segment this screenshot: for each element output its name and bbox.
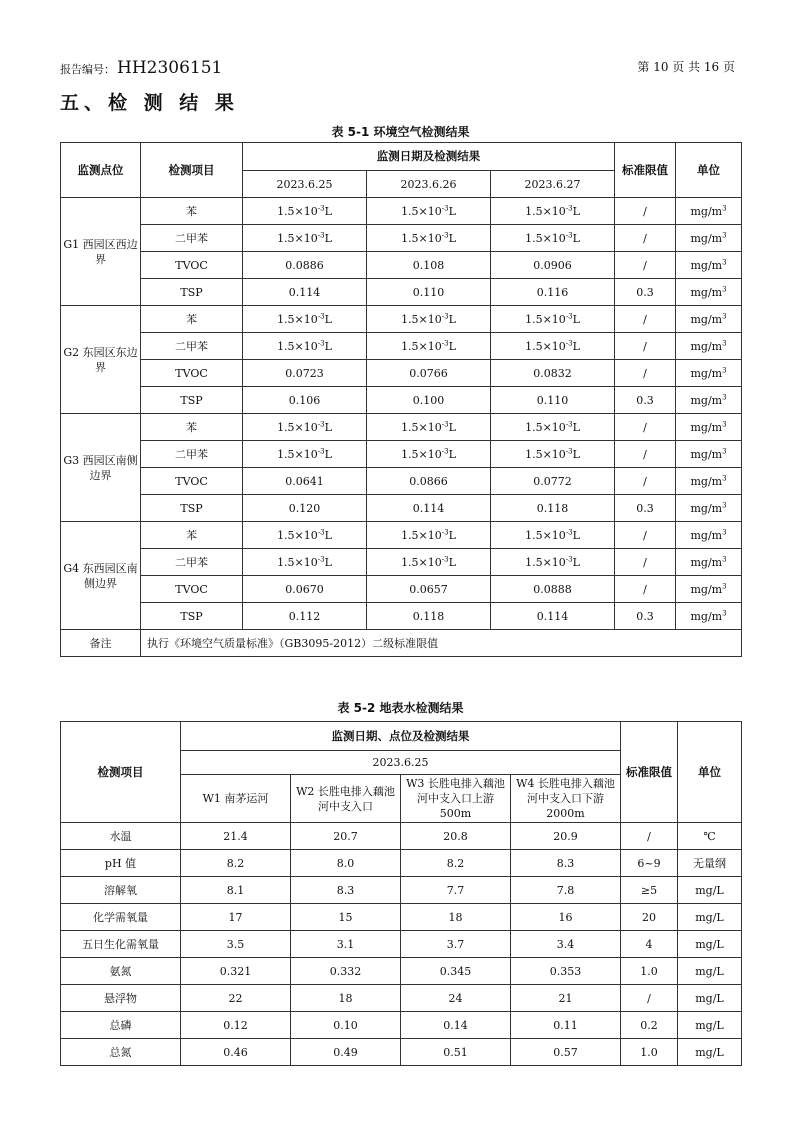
header-standard-limit: 标准限值: [615, 143, 676, 198]
standard-limit: /: [615, 522, 676, 549]
result-cell: 0.321: [181, 958, 291, 985]
result-cell: $1.5\times 10^{-3}L$: [367, 414, 491, 441]
result-cell: 8.2: [401, 850, 511, 877]
header-unit: 单位: [678, 722, 742, 823]
result-cell: 0.0906: [491, 252, 615, 279]
result-cell: 0.0670: [243, 576, 367, 603]
standard-limit: /: [615, 225, 676, 252]
unit: mg/L: [678, 931, 742, 958]
result-cell: 0.0766: [367, 360, 491, 387]
standard-limit: 1.0: [621, 1039, 678, 1066]
result-cell: 0.57: [511, 1039, 621, 1066]
table-row: [61, 877, 742, 904]
surface-water-rows: [61, 823, 742, 1066]
table-row: [61, 1012, 742, 1039]
note-label: 备注: [61, 630, 141, 657]
test-item: 化学需氧量: [61, 904, 181, 931]
test-item: 苯: [141, 522, 243, 549]
result-cell: 15: [291, 904, 401, 931]
result-cell: 0.110: [491, 387, 615, 414]
header-date: 2023.6.25: [243, 171, 367, 198]
result-cell: 21: [511, 985, 621, 1012]
result-cell: 0.110: [367, 279, 491, 306]
page-indicator: 第 10 页 共 16 页: [637, 60, 735, 74]
test-item: 总磷: [61, 1012, 181, 1039]
result-cell: 22: [181, 985, 291, 1012]
result-cell: 3.1: [291, 931, 401, 958]
result-cell: 0.0657: [367, 576, 491, 603]
unit: $mg/m^3$: [676, 576, 742, 603]
result-cell: 8.3: [511, 850, 621, 877]
result-cell: 0.10: [291, 1012, 401, 1039]
result-cell: $1.5\times 10^{-3}L$: [243, 522, 367, 549]
unit: $mg/m^3$: [676, 549, 742, 576]
table-row: [61, 958, 742, 985]
standard-limit: 6~9: [621, 850, 678, 877]
unit: $mg/m^3$: [676, 225, 742, 252]
unit: 无量纲: [678, 850, 742, 877]
result-cell: $1.5\times 10^{-3}L$: [367, 306, 491, 333]
test-item: 苯: [141, 414, 243, 441]
unit: mg/L: [678, 958, 742, 985]
result-cell: 7.8: [511, 877, 621, 904]
unit: $mg/m^3$: [676, 468, 742, 495]
result-cell: 0.114: [367, 495, 491, 522]
result-cell: $1.5\times 10^{-3}L$: [243, 414, 367, 441]
table-row: [61, 387, 742, 414]
table-row: [61, 522, 742, 549]
header-test-item: 检测项目: [61, 722, 181, 823]
section-title: 五、检 测 结 果: [60, 92, 239, 114]
result-cell: 0.116: [491, 279, 615, 306]
result-cell: $1.5\times 10^{-3}L$: [491, 549, 615, 576]
result-cell: $1.5\times 10^{-3}L$: [491, 522, 615, 549]
result-cell: 0.46: [181, 1039, 291, 1066]
unit: $mg/m^3$: [676, 252, 742, 279]
header-monitoring-point: 监测点位: [61, 143, 141, 198]
result-cell: $1.5\times 10^{-3}L$: [367, 225, 491, 252]
result-cell: 8.0: [291, 850, 401, 877]
result-cell: 0.112: [243, 603, 367, 630]
test-item: TSP: [141, 387, 243, 414]
header-point: W2 长胜电排入藕池河中支入口: [291, 775, 401, 823]
result-cell: 0.108: [367, 252, 491, 279]
header-date: 2023.6.26: [367, 171, 491, 198]
note-text: 执行《环境空气质量标准》（GB3095-2012）二级标准限值: [141, 630, 742, 657]
result-cell: 18: [291, 985, 401, 1012]
result-cell: 21.4: [181, 823, 291, 850]
header-standard-limit: 标准限值: [621, 722, 678, 823]
result-cell: $1.5\times 10^{-3}L$: [367, 549, 491, 576]
test-item: 氨氮: [61, 958, 181, 985]
unit: $mg/m^3$: [676, 387, 742, 414]
result-cell: $1.5\times 10^{-3}L$: [491, 225, 615, 252]
standard-limit: /: [621, 823, 678, 850]
test-item: 悬浮物: [61, 985, 181, 1012]
test-item: 总氮: [61, 1039, 181, 1066]
result-cell: $1.5\times 10^{-3}L$: [367, 522, 491, 549]
unit: ℃: [678, 823, 742, 850]
result-cell: 0.51: [401, 1039, 511, 1066]
unit: $mg/m^3$: [676, 360, 742, 387]
header-point: W1 南茅运河: [181, 775, 291, 823]
table-row: [61, 198, 742, 225]
monitoring-point: G4 东西园区南侧边界: [61, 522, 141, 630]
header-date: 2023.6.25: [181, 751, 621, 775]
header-unit: 单位: [676, 143, 742, 198]
standard-limit: /: [621, 985, 678, 1012]
result-cell: 0.49: [291, 1039, 401, 1066]
table-row: [61, 495, 742, 522]
standard-limit: 0.3: [615, 603, 676, 630]
standard-limit: 0.3: [615, 387, 676, 414]
result-cell: $1.5\times 10^{-3}L$: [491, 441, 615, 468]
result-cell: 0.0866: [367, 468, 491, 495]
surface-water-table: [60, 721, 742, 1066]
result-cell: $1.5\times 10^{-3}L$: [367, 333, 491, 360]
standard-limit: 0.2: [621, 1012, 678, 1039]
result-cell: 0.0832: [491, 360, 615, 387]
standard-limit: /: [615, 360, 676, 387]
table-row: [61, 468, 742, 495]
unit: $mg/m^3$: [676, 279, 742, 306]
unit: mg/L: [678, 1039, 742, 1066]
result-cell: 0.0723: [243, 360, 367, 387]
standard-limit: /: [615, 306, 676, 333]
result-cell: 0.114: [491, 603, 615, 630]
table-row: [61, 333, 742, 360]
test-item: TVOC: [141, 468, 243, 495]
test-item: 二甲苯: [141, 441, 243, 468]
unit: $mg/m^3$: [676, 495, 742, 522]
header-date: 2023.6.27: [491, 171, 615, 198]
test-item: TVOC: [141, 576, 243, 603]
result-cell: $1.5\times 10^{-3}L$: [491, 306, 615, 333]
monitoring-point: G2 东园区东边界: [61, 306, 141, 414]
result-cell: 8.3: [291, 877, 401, 904]
unit: $mg/m^3$: [676, 603, 742, 630]
test-item: 水温: [61, 823, 181, 850]
result-cell: $1.5\times 10^{-3}L$: [243, 198, 367, 225]
table-row: [61, 904, 742, 931]
result-cell: $1.5\times 10^{-3}L$: [491, 333, 615, 360]
test-item: TVOC: [141, 252, 243, 279]
test-item: pH 值: [61, 850, 181, 877]
result-cell: 0.0641: [243, 468, 367, 495]
report-number: [60, 58, 222, 78]
standard-limit: /: [615, 252, 676, 279]
result-cell: 3.4: [511, 931, 621, 958]
unit: $mg/m^3$: [676, 198, 742, 225]
result-cell: 18: [401, 904, 511, 931]
result-cell: $1.5\times 10^{-3}L$: [243, 441, 367, 468]
table-row: [61, 576, 742, 603]
table-row: [61, 414, 742, 441]
result-cell: $1.5\times 10^{-3}L$: [367, 198, 491, 225]
standard-limit: /: [615, 441, 676, 468]
unit: mg/L: [678, 877, 742, 904]
test-item: 溶解氧: [61, 877, 181, 904]
result-cell: 3.5: [181, 931, 291, 958]
test-item: TSP: [141, 603, 243, 630]
result-cell: $1.5\times 10^{-3}L$: [243, 333, 367, 360]
monitoring-point: G3 西园区南侧边界: [61, 414, 141, 522]
test-item: TSP: [141, 495, 243, 522]
table-row: [61, 252, 742, 279]
air-quality-table: [60, 142, 742, 657]
standard-limit: ≥5: [621, 877, 678, 904]
report-number-label: 报告编号：: [60, 63, 115, 76]
result-cell: 20.9: [511, 823, 621, 850]
result-cell: 24: [401, 985, 511, 1012]
result-cell: 0.118: [491, 495, 615, 522]
result-cell: 0.11: [511, 1012, 621, 1039]
test-item: TVOC: [141, 360, 243, 387]
header-point: W3 长胜电排入藕池河中支入口上游 500m: [401, 775, 511, 823]
table-row: [61, 985, 742, 1012]
header-dates-results: 监测日期及检测结果: [243, 143, 615, 171]
unit: $mg/m^3$: [676, 414, 742, 441]
result-cell: $1.5\times 10^{-3}L$: [243, 225, 367, 252]
table-row: [61, 603, 742, 630]
test-item: TSP: [141, 279, 243, 306]
result-cell: 3.7: [401, 931, 511, 958]
table-row: [61, 279, 742, 306]
result-cell: 0.353: [511, 958, 621, 985]
header-point: W4 长胜电排入藕池河中支入口下游 2000m: [511, 775, 621, 823]
standard-limit: /: [615, 468, 676, 495]
test-item: 苯: [141, 198, 243, 225]
result-cell: 0.345: [401, 958, 511, 985]
test-item: 二甲苯: [141, 225, 243, 252]
table-row: [61, 306, 742, 333]
table-row: [61, 549, 742, 576]
table-row: [61, 441, 742, 468]
result-cell: 0.120: [243, 495, 367, 522]
table1-caption: 表 5-1 环境空气检测结果: [331, 125, 470, 139]
table-row: [61, 1039, 742, 1066]
result-cell: 17: [181, 904, 291, 931]
result-cell: 0.118: [367, 603, 491, 630]
header-test-item: 检测项目: [141, 143, 243, 198]
result-cell: 8.1: [181, 877, 291, 904]
test-item: 苯: [141, 306, 243, 333]
result-cell: 20.8: [401, 823, 511, 850]
report-number-value: HH2306151: [117, 58, 223, 78]
result-cell: 0.0772: [491, 468, 615, 495]
result-cell: 20.7: [291, 823, 401, 850]
air-quality-rows: [61, 198, 742, 630]
standard-limit: /: [615, 549, 676, 576]
test-item: 五日生化需氧量: [61, 931, 181, 958]
standard-limit: 0.3: [615, 495, 676, 522]
result-cell: 8.2: [181, 850, 291, 877]
result-cell: 16: [511, 904, 621, 931]
standard-limit: 1.0: [621, 958, 678, 985]
result-cell: $1.5\times 10^{-3}L$: [243, 306, 367, 333]
unit: $mg/m^3$: [676, 522, 742, 549]
unit: mg/L: [678, 985, 742, 1012]
standard-limit: 0.3: [615, 279, 676, 306]
result-cell: $1.5\times 10^{-3}L$: [491, 198, 615, 225]
standard-limit: 20: [621, 904, 678, 931]
standard-limit: /: [615, 198, 676, 225]
result-cell: $1.5\times 10^{-3}L$: [367, 441, 491, 468]
table-row: [61, 823, 742, 850]
test-item: 二甲苯: [141, 333, 243, 360]
unit: $mg/m^3$: [676, 306, 742, 333]
monitoring-point: G1 西园区西边界: [61, 198, 141, 306]
table2-caption: 表 5-2 地表水检测结果: [337, 701, 464, 715]
result-cell: $1.5\times 10^{-3}L$: [491, 414, 615, 441]
result-cell: 0.114: [243, 279, 367, 306]
result-cell: 0.0886: [243, 252, 367, 279]
standard-limit: /: [615, 333, 676, 360]
result-cell: $1.5\times 10^{-3}L$: [243, 549, 367, 576]
standard-limit: /: [615, 414, 676, 441]
result-cell: 0.106: [243, 387, 367, 414]
result-cell: 0.14: [401, 1012, 511, 1039]
result-cell: 0.100: [367, 387, 491, 414]
unit: $mg/m^3$: [676, 441, 742, 468]
result-cell: 0.12: [181, 1012, 291, 1039]
unit: $mg/m^3$: [676, 333, 742, 360]
unit: mg/L: [678, 1012, 742, 1039]
header-main: 监测日期、点位及检测结果: [181, 722, 621, 751]
result-cell: 0.0888: [491, 576, 615, 603]
test-item: 二甲苯: [141, 549, 243, 576]
table-row: [61, 931, 742, 958]
table-row: [61, 850, 742, 877]
standard-limit: 4: [621, 931, 678, 958]
result-cell: 0.332: [291, 958, 401, 985]
unit: mg/L: [678, 904, 742, 931]
table-row: [61, 225, 742, 252]
result-cell: 7.7: [401, 877, 511, 904]
standard-limit: /: [615, 576, 676, 603]
table-row: [61, 360, 742, 387]
